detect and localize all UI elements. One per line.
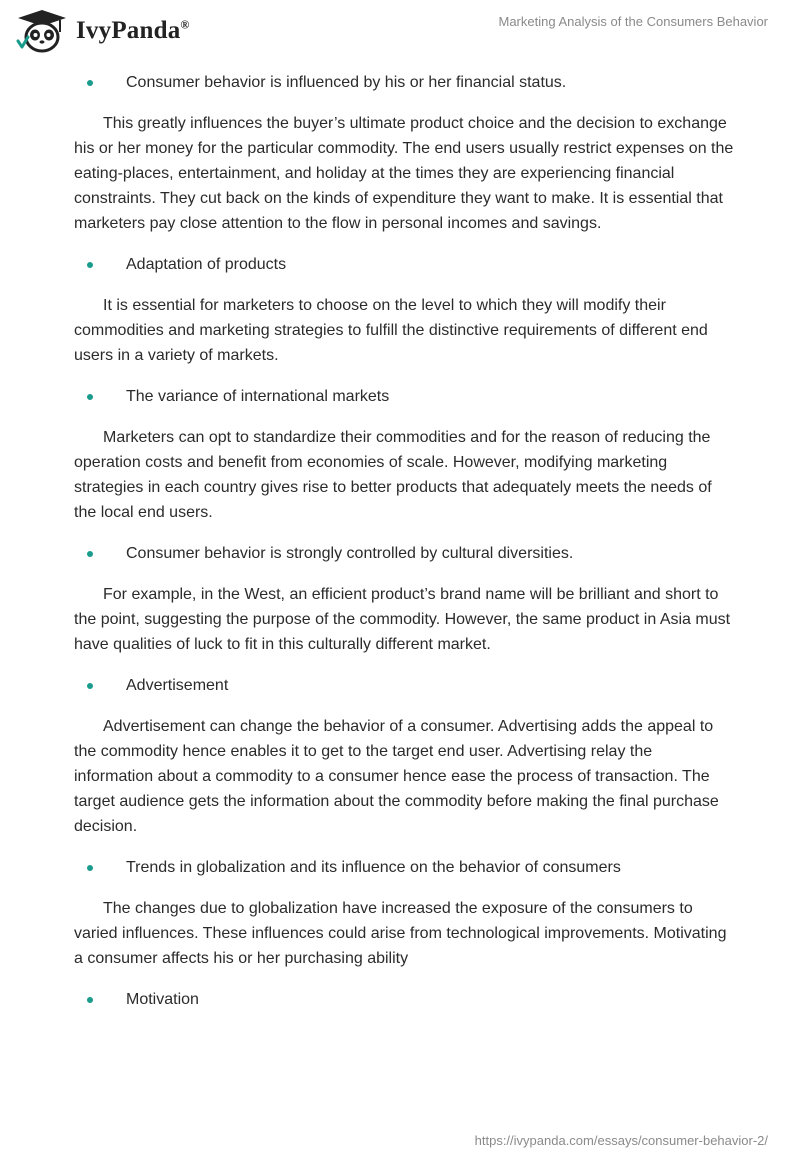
panda-graduate-icon <box>14 8 70 54</box>
bullet-text: Consumer behavior is influenced by his or her financial status. <box>126 74 567 91</box>
bullet-item <box>74 541 734 566</box>
paragraph: It is essential for marketers to choose on the level to which they will modify their commodities and marketing strategies to fulfill the distinctive requirements of different end users in a variety of markets. <box>74 297 708 364</box>
source-url[interactable]: https://ivypanda.com/essays/consumer-behavior-2/ <box>474 1133 768 1148</box>
bullet-text: Consumer behavior is strongly controlled by cultural diversities. <box>126 545 574 562</box>
bullet-dot-icon <box>87 997 93 1003</box>
ivypanda-logo[interactable] <box>14 8 190 54</box>
bullet-dot-icon <box>87 80 93 86</box>
bullet-dot-icon <box>87 262 93 268</box>
document-title: Marketing Analysis of the Consumers Behavior <box>498 14 768 29</box>
bullet-text: Adaptation of products <box>126 256 287 273</box>
bullet-text: Trends in globalization and its influence on the behavior of consumers <box>126 859 621 876</box>
bullet-item <box>74 855 734 880</box>
essay-body <box>74 70 734 1028</box>
bullet-item <box>74 987 734 1012</box>
bullet-item <box>74 252 734 277</box>
paragraph: The changes due to globalization have increased the exposure of the consumers to varied influences. These influences could arise from technological improvements. Motivating a consumer affects his or her purchasing ability <box>74 900 727 967</box>
bullet-text: Advertisement <box>126 677 229 694</box>
paragraph: This greatly influences the buyer’s ultimate product choice and the decision to exchange his or her money for the particular commodity. The end users usually restrict expenses on the eating-places, entertainment, and holiday at the times they are experiencing financial constraints. They cut back on the kinds of expenditure they want to make. It is essential that marketers pay close attention to the flow in personal incomes and savings. <box>74 115 734 232</box>
paragraph: Marketers can opt to standardize their commodities and for the reason of reducing the operation costs and benefit from economies of scale. However, modifying marketing strategies in each country gives rise to better products that adequately meets the needs of the local end users. <box>74 429 712 521</box>
page-header <box>0 0 800 62</box>
paragraph: For example, in the West, an efficient product’s brand name will be brilliant and short to the point, suggesting the purpose of the commodity. However, the same product in Asia must have qualities of luck to fit in this culturally different market. <box>74 586 731 653</box>
bullet-text: Motivation <box>126 991 199 1008</box>
bullet-item <box>74 70 734 95</box>
bullet-dot-icon <box>87 683 93 689</box>
bullet-dot-icon <box>87 394 93 400</box>
bullet-dot-icon <box>87 551 93 557</box>
paragraph: Advertisement can change the behavior of a consumer. Advertising adds the appeal to the commodity hence enables it to get to the target end user. Advertising relay the information about a commodity to a consumer hence ease the process of transaction. The target audience gets the information about the commodity before making the final purchase decision. <box>74 718 719 835</box>
brand-name: IvyPanda® <box>76 17 190 44</box>
bullet-text: The variance of international markets <box>126 388 390 405</box>
bullet-item <box>74 673 734 698</box>
bullet-dot-icon <box>87 865 93 871</box>
bullet-item <box>74 384 734 409</box>
